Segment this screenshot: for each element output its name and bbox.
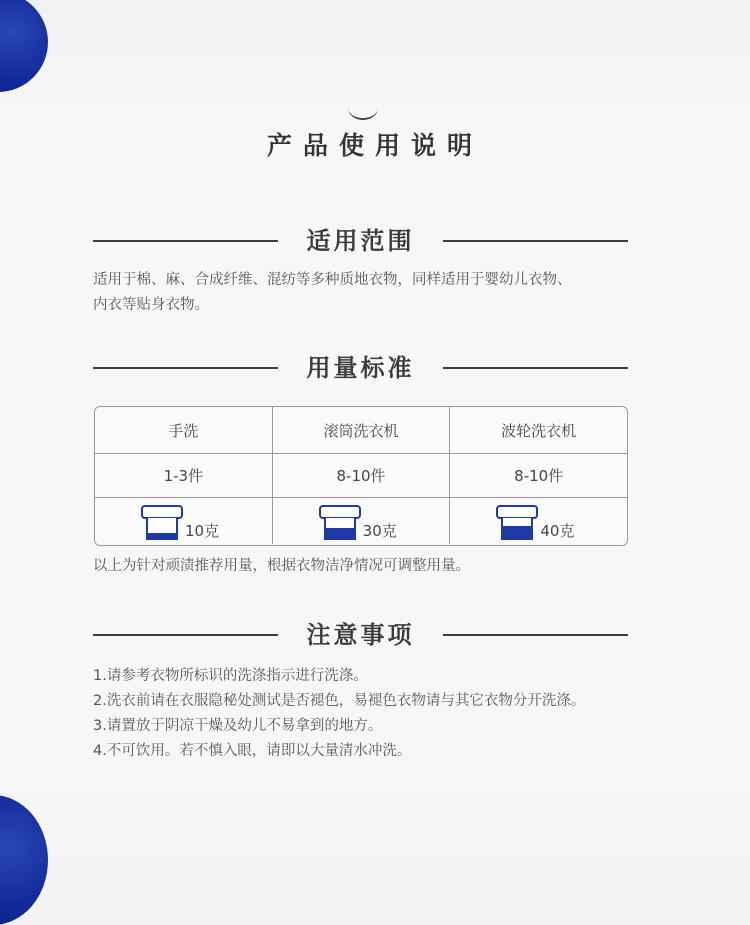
decorative-arc xyxy=(348,96,378,120)
measuring-cup-icon xyxy=(319,505,359,541)
dose-amount: 40克 xyxy=(540,521,575,540)
table-header-row xyxy=(95,407,627,454)
list-item: 1.请参考衣物所标识的洗涤指示进行洗涤。 xyxy=(93,668,368,684)
table-header-cell: 滚筒洗衣机 xyxy=(272,407,450,453)
table-cell: 8-10件 xyxy=(449,454,627,497)
scope-heading: 适用范围 xyxy=(306,227,415,255)
decorative-circle-top xyxy=(0,0,48,92)
cautions-section-header xyxy=(93,618,628,652)
table-cell xyxy=(449,498,627,544)
table-header-cell: 波轮洗衣机 xyxy=(449,407,627,453)
table-cell xyxy=(272,498,450,544)
measuring-cup-icon xyxy=(141,505,181,541)
list-item: 3.请置放于阴凉干燥及幼儿不易拿到的地方。 xyxy=(93,718,383,734)
cautions-heading: 注意事项 xyxy=(306,621,415,649)
scope-line: 内衣等贴身衣物。 xyxy=(93,297,209,313)
divider-line xyxy=(443,240,628,242)
measuring-cup-icon xyxy=(496,505,536,541)
dosage-note: 以上为针对顽渍推荐用量，根据衣物洁净情况可调整用量。 xyxy=(93,558,470,574)
list-item: 4.不可饮用。若不慎入眼，请即以大量清水冲洗。 xyxy=(93,743,412,759)
scope-line: 适用于棉、麻、合成纤维、混纺等多种质地衣物，同样适用于婴幼儿衣物、 xyxy=(93,272,572,288)
divider-line xyxy=(443,367,628,369)
scope-section-header xyxy=(93,224,628,258)
page-title: 产品使用说明 xyxy=(266,131,483,160)
table-cell: 1-3件 xyxy=(163,467,204,485)
dose-amount: 10克 xyxy=(185,521,220,540)
table-amount-row xyxy=(95,498,627,544)
divider-line xyxy=(443,634,628,636)
list-item: 2.洗衣前请在衣服隐秘处测试是否褪色，易褪色衣物请与其它衣物分开洗涤。 xyxy=(93,693,586,709)
scope-text xyxy=(93,268,653,318)
table-quantity-row xyxy=(95,454,627,498)
dose-amount: 30克 xyxy=(362,521,397,540)
cautions-list xyxy=(93,664,653,764)
dosage-section-header xyxy=(93,351,628,385)
table-header-cell: 手洗 xyxy=(168,421,199,440)
table-cell xyxy=(95,498,272,544)
table-cell: 8-10件 xyxy=(272,454,450,497)
dosage-heading: 用量标准 xyxy=(306,354,415,382)
decorative-circle-bottom xyxy=(0,795,48,925)
dosage-table xyxy=(94,406,628,546)
